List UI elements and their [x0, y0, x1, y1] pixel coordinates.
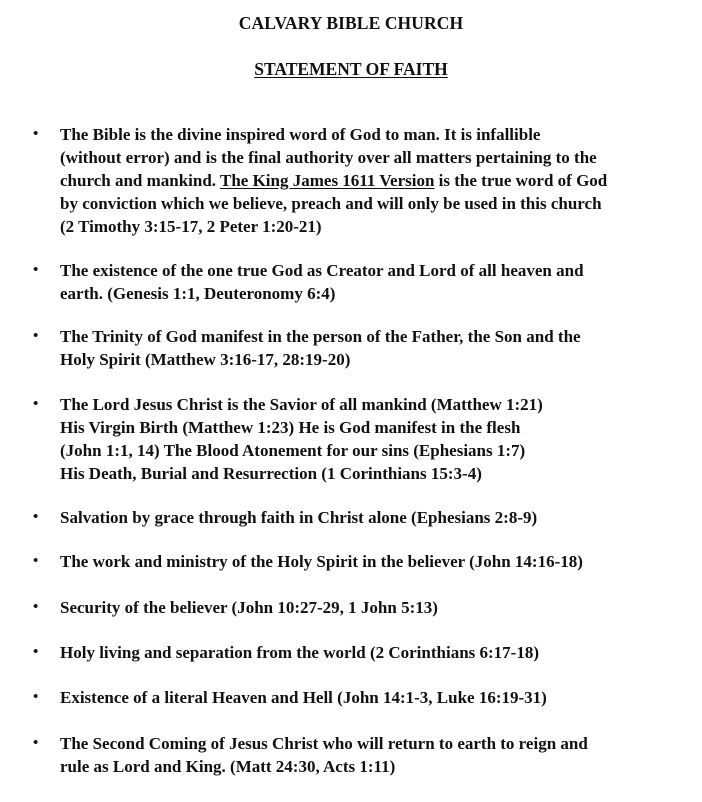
belief-item-holy-living [33, 641, 696, 664]
belief-text-line: (without error) and is the final authority over all matters pertaining to the [60, 148, 597, 167]
belief-item-heaven-hell [33, 686, 696, 709]
belief-text-line [60, 169, 696, 192]
church-name: CALVARY BIBLE CHURCH [238, 13, 464, 33]
belief-text-line: Holy living and separation from the world (2 Corinthians 6:17-18) [60, 643, 540, 662]
belief-text-line: The existence of the one true God as Creator and Lord of all heaven and [60, 261, 584, 280]
document-title: STATEMENT OF FAITH [254, 59, 448, 79]
belief-item-second-coming [33, 732, 696, 778]
belief-text-line: (2 Timothy 3:15-17, 2 Peter 1:20-21) [60, 217, 322, 236]
belief-text-line: The work and ministry of the Holy Spirit in the believer (John 14:16-18) [60, 552, 583, 571]
belief-item-jesus-christ [33, 393, 696, 485]
bullet-icon: • [33, 644, 39, 660]
belief-item-trinity [33, 325, 696, 371]
belief-text-segment: church and mankind. [60, 171, 220, 190]
belief-text-line: by conviction which we believe, preach and will only be used in this church [60, 194, 602, 213]
belief-item-bible [33, 123, 696, 238]
belief-item-holy-spirit [33, 550, 696, 573]
bullet-icon: • [33, 328, 39, 344]
belief-text-line: His Virgin Birth (Matthew 1:23) He is God manifest in the flesh [60, 418, 521, 437]
kjv-version-underlined: The King James 1611 Version [220, 171, 435, 190]
belief-text-line: rule as Lord and King. (Matt 24:30, Acts 1:11) [60, 757, 396, 776]
bullet-icon: • [33, 509, 39, 525]
belief-text-line: The Lord Jesus Christ is the Savior of all mankind (Matthew 1:21) [60, 395, 543, 414]
belief-text-line: Security of the believer (John 10:27-29, 1 John 5:13) [60, 598, 438, 617]
belief-text-line: Salvation by grace through faith in Christ alone (Ephesians 2:8-9) [60, 508, 538, 527]
bullet-icon: • [33, 396, 39, 412]
belief-text-line: (John 1:1, 14) The Blood Atonement for our sins (Ephesians 1:7) [60, 441, 526, 460]
belief-text-line: The Trinity of God manifest in the person of the Father, the Son and the [60, 327, 581, 346]
belief-text-line: The Bible is the divine inspired word of God to man. It is infallible [60, 125, 541, 144]
belief-item-salvation [33, 506, 696, 529]
belief-item-one-true-god [33, 259, 696, 305]
bullet-icon: • [33, 735, 39, 751]
belief-text-line: The Second Coming of Jesus Christ who will return to earth to reign and [60, 734, 588, 753]
bullet-icon: • [33, 553, 39, 569]
belief-text-segment: is the true word of God [434, 171, 608, 190]
belief-text-line: Existence of a literal Heaven and Hell (John 14:1-3, Luke 16:19-31) [60, 688, 547, 707]
bullet-icon: • [33, 689, 39, 705]
belief-text-line: His Death, Burial and Resurrection (1 Corinthians 15:3-4) [60, 464, 482, 483]
belief-text-line: Holy Spirit (Matthew 3:16-17, 28:19-20) [60, 350, 351, 369]
bullet-icon: • [33, 126, 39, 142]
belief-item-security [33, 596, 696, 619]
bullet-icon: • [33, 262, 39, 278]
belief-text-line: earth. (Genesis 1:1, Deuteronomy 6:4) [60, 284, 336, 303]
bullet-icon: • [33, 599, 39, 615]
